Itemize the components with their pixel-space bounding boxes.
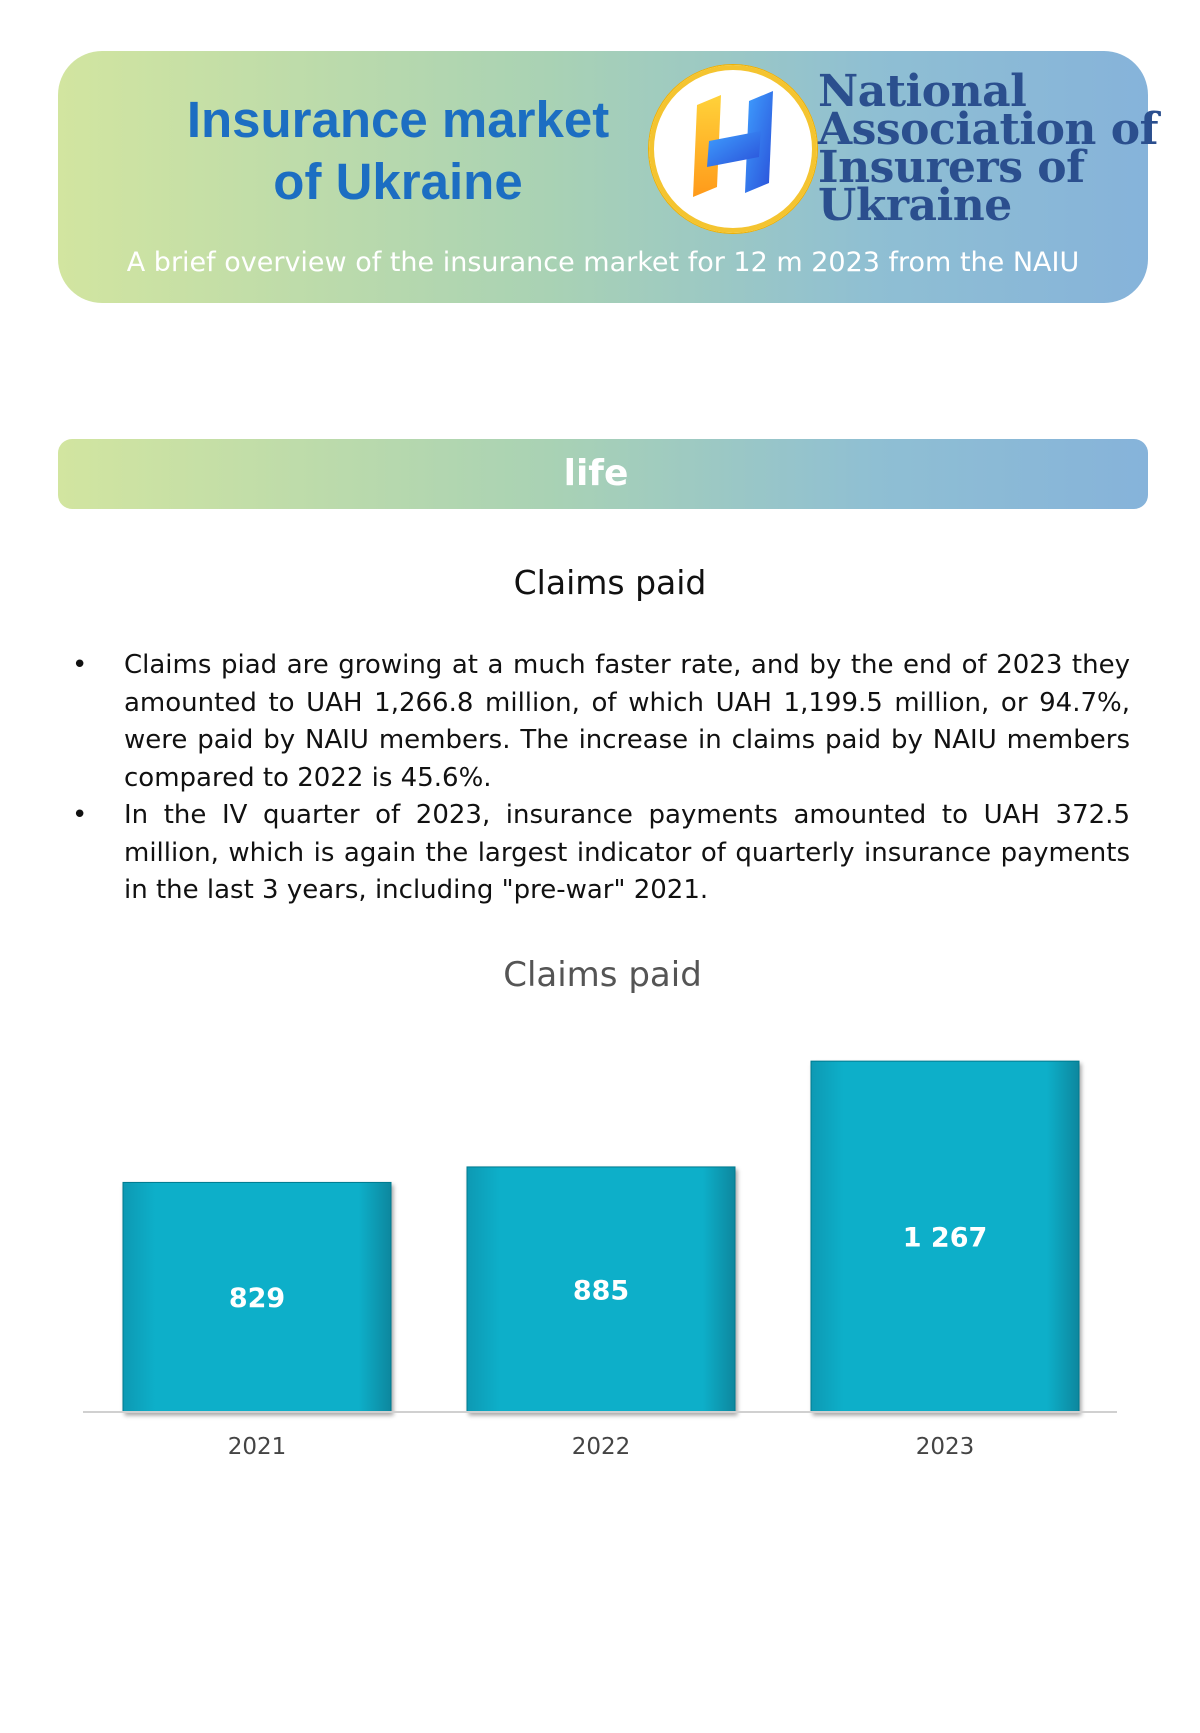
header-banner (58, 51, 1159, 303)
org-name-line-3: Insurers of (818, 142, 1085, 193)
org-name (818, 66, 1159, 231)
section-bar (58, 439, 1148, 509)
bar-value-label: 1 267 (902, 1222, 988, 1254)
x-tick-label: 2021 (227, 1434, 287, 1460)
claims-bar-chart (0, 1040, 1200, 1480)
bullet-item: • Claims piad are growing at a much faster rate, and by the end of 2023 they amounted to UAH 1,266.8 million, of which UAH 1,199.5 million, or 94.7%, were paid by NAIU members. The increase in claims paid by NAIU members compared to 2022 is 45.6%. (70, 647, 1130, 797)
org-name-line-4: Ukraine (818, 180, 1012, 231)
bullet-item: • In the IV quarter of 2023, insurance payments amounted to UAH 372.5 million, which is again the largest indicator of quarterly insurance payments in the last 3 years, including "pre-war" 2021. (70, 797, 1130, 910)
header-subtitle: A brief overview of the insurance market for 12 m 2023 from the NAIU (126, 247, 1080, 278)
section-heading: Claims paid (513, 563, 707, 602)
chart-title: Claims paid (503, 955, 702, 995)
page-title (148, 89, 648, 213)
title-line-1: Insurance market (186, 91, 610, 148)
section-label: life (563, 453, 629, 494)
bullet-list (70, 647, 1130, 910)
x-tick-label: 2022 (571, 1434, 631, 1460)
bar-value-label: 885 (572, 1275, 630, 1307)
naiu-logo-icon (649, 65, 817, 233)
x-tick-label: 2023 (915, 1434, 975, 1460)
org-name-line-1: National (818, 66, 1027, 117)
bar-value-label: 829 (228, 1283, 286, 1315)
org-name-line-2: Association of (818, 104, 1159, 155)
title-line-2: of Ukraine (273, 153, 523, 210)
